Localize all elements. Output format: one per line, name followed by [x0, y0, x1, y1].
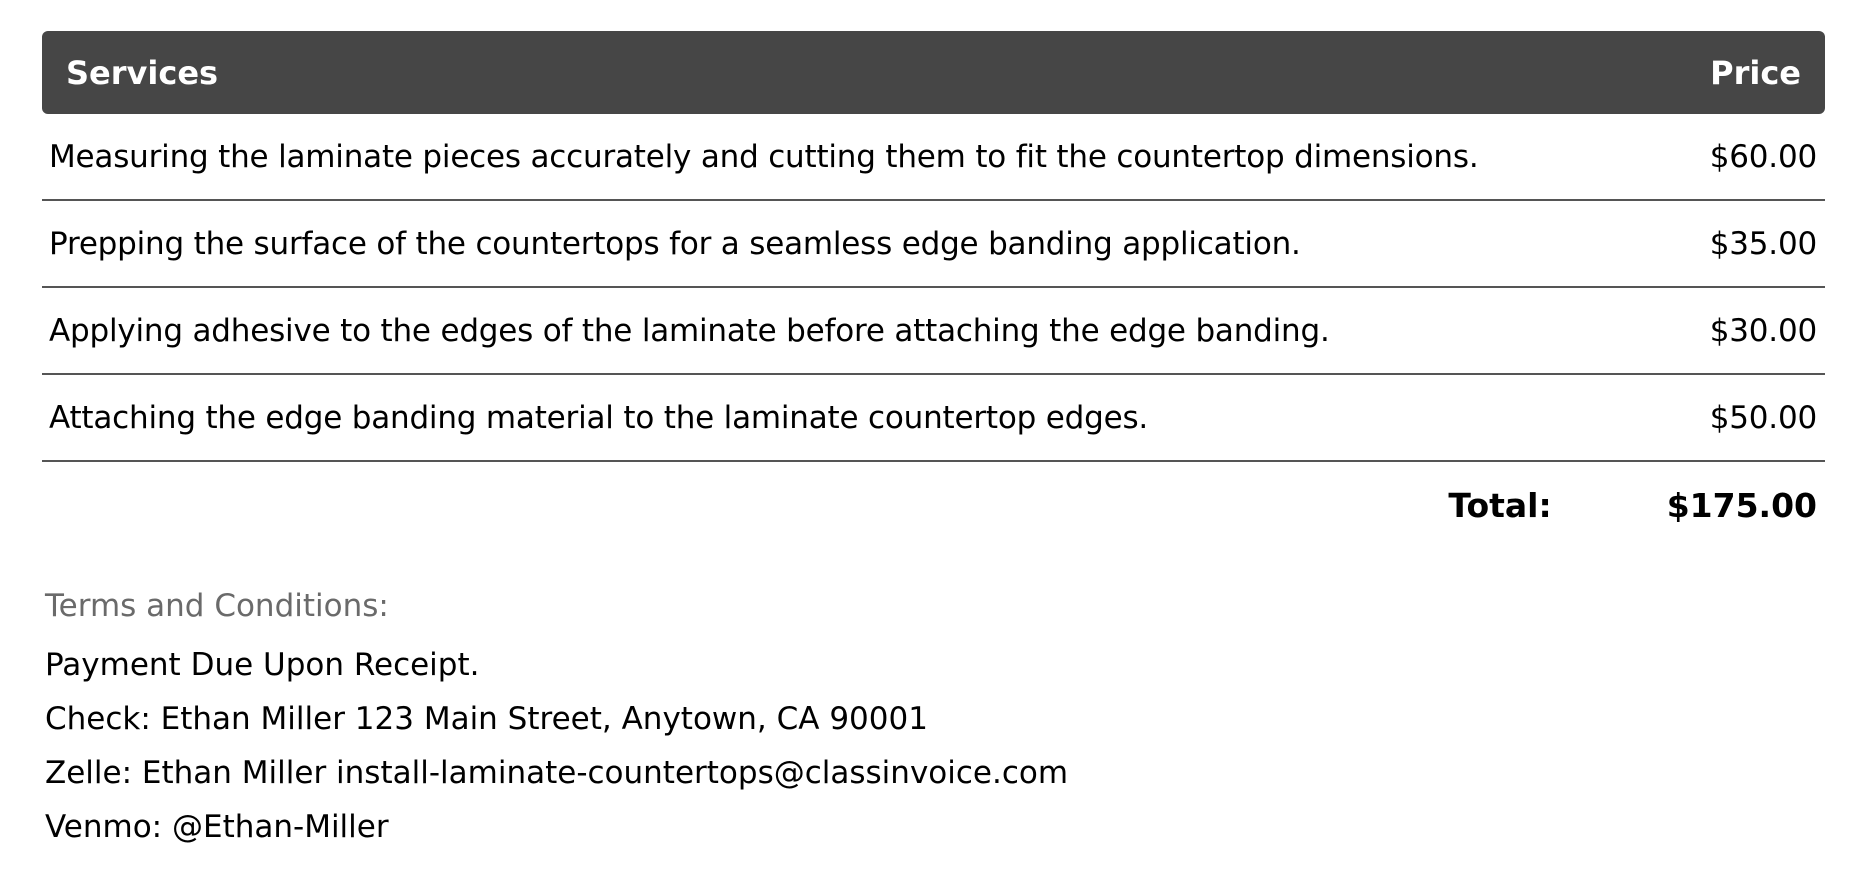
service-description: Prepping the surface of the countertops for a seamless edge banding application.	[49, 225, 1301, 262]
table-row	[42, 375, 1825, 462]
total-value: $175.00	[1666, 485, 1817, 525]
terms-check: Check: Ethan Miller 123 Main Street, Anytown, CA 90001	[45, 701, 928, 737]
service-price: $35.00	[1709, 225, 1817, 262]
service-description: Attaching the edge banding material to the laminate countertop edges.	[49, 399, 1149, 436]
column-header-price: Price	[1710, 53, 1801, 92]
table-row	[42, 114, 1825, 201]
service-description: Measuring the laminate pieces accurately and cutting them to fit the countertop dimensions.	[49, 138, 1479, 175]
service-price: $60.00	[1709, 138, 1817, 175]
column-header-services: Services	[66, 53, 219, 92]
terms-section	[45, 584, 1068, 854]
terms-venmo: Venmo: @Ethan-Miller	[45, 809, 389, 845]
service-price: $50.00	[1709, 399, 1817, 436]
terms-payment-due: Payment Due Upon Receipt.	[45, 647, 480, 683]
table-row	[42, 288, 1825, 375]
services-table	[42, 31, 1825, 548]
table-row	[42, 201, 1825, 288]
total-label: Total:	[1448, 485, 1552, 525]
terms-zelle: Zelle: Ethan Miller install-laminate-countertops@classinvoice.com	[45, 755, 1069, 791]
total-row	[42, 462, 1825, 548]
table-header	[42, 31, 1825, 114]
service-description: Applying adhesive to the edges of the laminate before attaching the edge banding.	[49, 312, 1330, 349]
service-price: $30.00	[1709, 312, 1817, 349]
terms-title: Terms and Conditions:	[45, 588, 389, 624]
